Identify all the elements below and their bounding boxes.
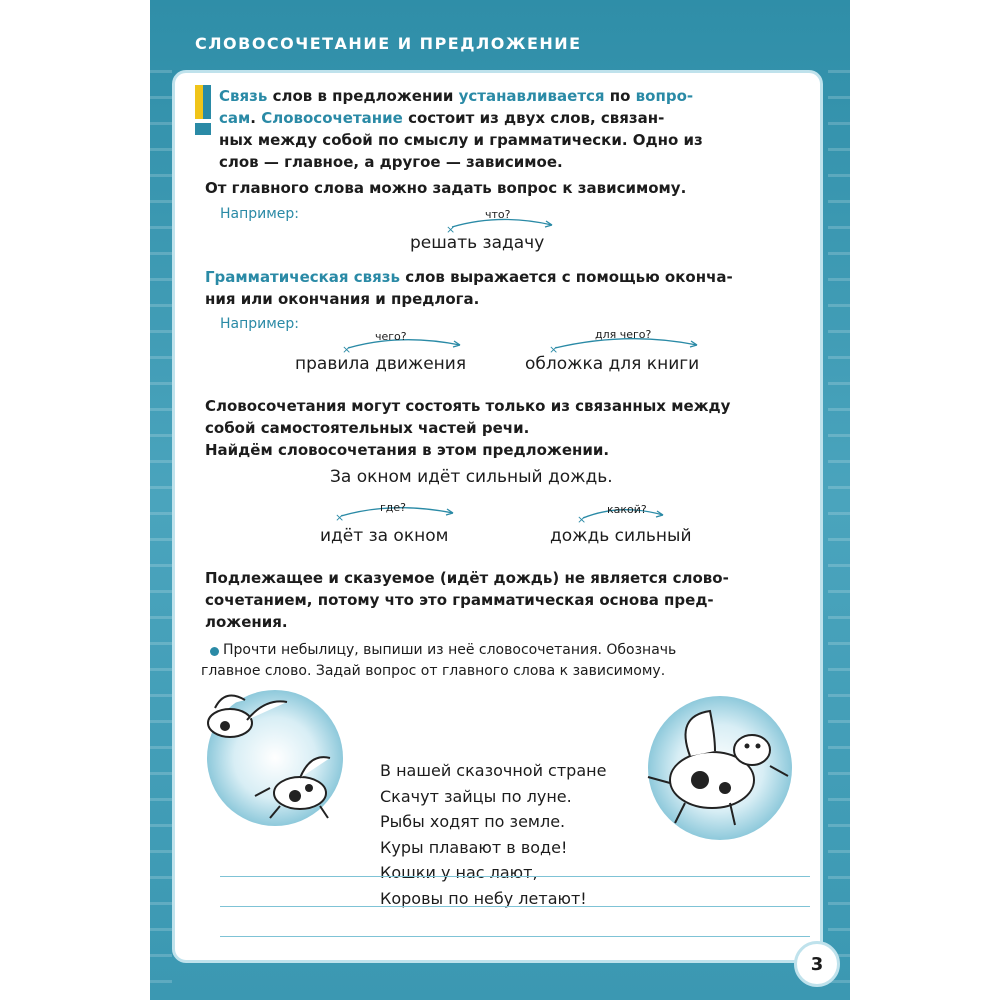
flying-cow-illustration [630, 688, 810, 848]
grammar-line-2: ния или окончания и предлога. [205, 290, 480, 308]
example-label-2: Например: [220, 316, 300, 332]
example-phrase-2: правила движения [295, 354, 467, 374]
page-title: СЛОВОСОЧЕТАНИЕ И ПРЕДЛОЖЕНИЕ [195, 34, 582, 53]
svg-text:×: × [549, 343, 559, 356]
phrases-note: Словосочетания могут состоять только из связанных между собой самостоятельных частей речи. Найдём словосочетания в этом предложении. [205, 397, 731, 459]
rule-paragraph [219, 85, 789, 173]
svg-text:×: × [335, 511, 345, 524]
question-label-1: что? [485, 208, 511, 221]
content-card [172, 70, 823, 963]
workbook-page [150, 0, 850, 1000]
answer-line[interactable] [220, 906, 810, 907]
rule-line-5: От главного слова можно задать вопрос к зависимому. [205, 179, 687, 197]
poem-line: В нашей сказочной стране [380, 761, 607, 780]
rule-line-3: ных между собой по смыслу и грамматически. Одно из [219, 131, 703, 149]
question-label-5: какой? [607, 503, 647, 516]
subject-note: Подлежащее и сказуемое (идёт дождь) не является слово- сочетанием, потому что это грамматическая основа пред- ложения. [205, 569, 729, 631]
rule-line-2: сам. Словосочетание состоит из двух слов, связан- [219, 109, 665, 127]
task-text: Прочти небылицу, выпиши из неё словосочетания. Обозначь главное слово. Задай вопрос от главного слова к зависимому. [201, 642, 677, 679]
question-label-2: чего? [375, 330, 407, 343]
left-frame-stripes [150, 70, 172, 1000]
poem-line: Рыбы ходят по земле. [380, 812, 566, 831]
poem-line: Кошки у нас лают, [380, 863, 538, 882]
example-sentence: За окном идёт сильный дождь. [330, 467, 613, 487]
rule-line-1: Связь слов в предложении устанавливается по вопро- [219, 87, 694, 105]
flying-cows-illustration [185, 678, 355, 838]
example-phrase-1: решать задачу [410, 233, 545, 253]
svg-text:×: × [446, 223, 456, 236]
example-phrase-4: идёт за окном [320, 526, 449, 546]
svg-text:×: × [342, 343, 352, 356]
poem-line: Коровы по небу летают! [380, 888, 587, 908]
task-bullet-icon [210, 647, 219, 656]
page-number: 3 [794, 941, 840, 987]
question-label-3: для чего? [595, 328, 652, 341]
poem-line: Куры плавают в воде! [380, 837, 568, 857]
question-label-4: где? [380, 501, 406, 514]
right-frame-stripes [828, 70, 850, 1000]
poem [380, 758, 606, 911]
example-phrase-3: обложка для книги [525, 354, 700, 374]
example-phrase-5: дождь сильный [550, 526, 692, 546]
example-label-1: Например: [220, 206, 300, 222]
answer-line[interactable] [220, 936, 810, 937]
poem-line: Скачут зайцы по луне. [380, 786, 572, 806]
answer-line[interactable] [220, 876, 810, 877]
rule-line-4: слов — главное, а другое — зависимое. [219, 153, 563, 171]
exclamation-icon [189, 83, 219, 137]
grammar-line-1: Грамматическая связь слов выражается с помощью оконча- [205, 268, 733, 286]
svg-text:×: × [577, 513, 587, 526]
